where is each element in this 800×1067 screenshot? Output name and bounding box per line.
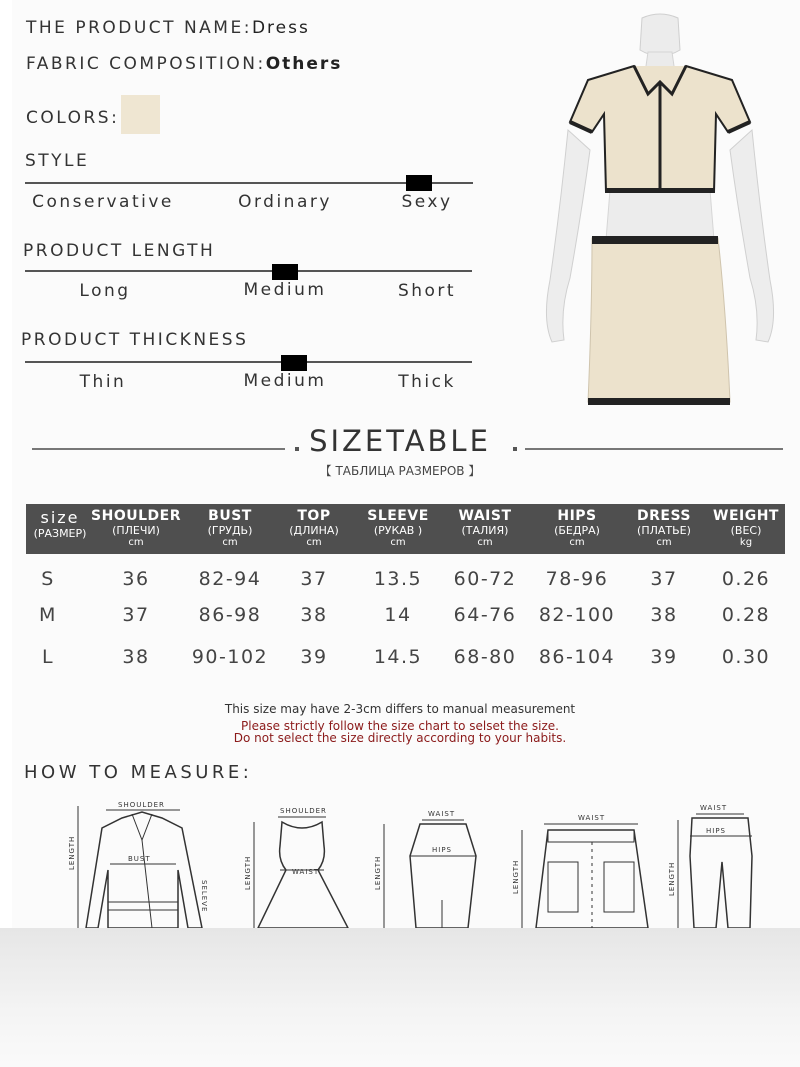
dress-length-label: LENGTH (244, 855, 252, 890)
dress-diagram (238, 800, 368, 928)
colors-label: COLORS: (26, 108, 120, 128)
header-size (34, 504, 87, 540)
thickness-marker (281, 355, 307, 371)
header-top-en: TOP (297, 508, 331, 524)
thickness-title: PRODUCT THICKNESS (21, 330, 249, 350)
table-cell: 13.5 (373, 568, 423, 590)
header-hips-en: HIPS (557, 508, 597, 524)
length-marker (272, 264, 298, 280)
header-bust-en: BUST (208, 508, 252, 524)
skirt-waist-label: WAIST (428, 810, 456, 818)
thickness-option-thin: Thin (79, 372, 127, 392)
table-cell: 36 (122, 568, 150, 590)
pants-waist-label: WAIST (700, 804, 728, 812)
header-sleeve-ru: (РУКАВ ) (373, 524, 423, 537)
header-waist (459, 504, 512, 548)
header-waist-unit: cm (477, 537, 493, 548)
color-swatch[interactable] (121, 95, 160, 134)
table-cell: 64-76 (453, 604, 517, 626)
header-shoulder (91, 504, 181, 548)
product-photo (530, 10, 790, 415)
how-to-measure-title: HOW TO MEASURE: (24, 762, 253, 783)
header-dress (637, 504, 691, 548)
fabric-value: Others (265, 54, 343, 74)
table-cell: 60-72 (453, 568, 517, 590)
length-option-medium: Medium (243, 280, 327, 300)
style-option-conservative: Conservative (32, 192, 174, 212)
style-option-ordinary: Ordinary (238, 192, 332, 212)
header-hips-unit: cm (569, 537, 585, 548)
pants-diagram (666, 800, 776, 928)
size-table-header (26, 504, 785, 554)
header-weight-ru: (ВЕС) (730, 524, 762, 537)
skirt-length-label: LENGTH (374, 855, 382, 890)
header-dress-ru: (ПЛАТЬЕ) (637, 524, 691, 537)
length-option-long: Long (79, 281, 131, 301)
style-option-sexy: Sexy (401, 192, 453, 212)
thickness-option-thick: Thick (398, 372, 456, 392)
table-cell: S (41, 568, 55, 590)
header-top (289, 504, 338, 548)
fabric-row (26, 54, 342, 74)
header-hips-ru: (БЕДРА) (554, 524, 600, 537)
header-hips (554, 504, 600, 548)
mini-skirt (588, 236, 730, 405)
table-cell: 82-100 (538, 604, 616, 626)
jacket-diagram (62, 800, 222, 928)
denim-length-label: LENGTH (512, 859, 520, 894)
pants-length-label: LENGTH (668, 861, 676, 896)
size-warning-line2: Do not select the size directly according to your habits. (233, 731, 567, 745)
sizetable-subtitle: 【 ТАБЛИЦА РАЗМЕРОВ 】 (319, 464, 481, 478)
bottom-background (0, 928, 800, 1067)
sizetable-rule-right (525, 448, 783, 450)
crop-top (570, 66, 750, 192)
length-label: LENGTH (68, 835, 76, 870)
header-weight-en: WEIGHT (713, 508, 779, 524)
sizetable-title: SIZETABLE (309, 424, 491, 458)
header-size-en: size (40, 508, 80, 527)
shoulder-label: SHOULDER (118, 801, 165, 809)
sizetable-dot-right (513, 447, 517, 451)
table-cell: 78-96 (545, 568, 609, 590)
table-cell: 68-80 (453, 646, 517, 668)
header-sleeve-en: SLEEVE (367, 508, 429, 524)
table-cell: M (39, 604, 57, 626)
table-cell: 38 (122, 646, 150, 668)
denim-skirt-diagram (508, 800, 658, 928)
table-cell: 0.28 (721, 604, 771, 626)
header-shoulder-ru: (ПЛЕЧИ) (112, 524, 160, 537)
header-bust-unit: cm (222, 537, 238, 548)
table-cell: 86-104 (538, 646, 616, 668)
product-name-value: Dress (251, 18, 310, 38)
table-cell: 14.5 (373, 646, 423, 668)
table-cell: 90-102 (191, 646, 269, 668)
pants-hips-label: HIPS (706, 827, 726, 835)
bust-label: BUST (128, 855, 151, 863)
table-cell: 39 (650, 646, 678, 668)
header-bust (208, 504, 253, 548)
table-cell: 37 (122, 604, 150, 626)
header-weight (713, 504, 779, 548)
sleeve-label: SELEVE (200, 880, 208, 913)
table-cell: 82-94 (198, 568, 262, 590)
header-shoulder-unit: cm (128, 537, 144, 548)
measurement-note: This size may have 2-3cm differs to manual measurement (224, 702, 576, 716)
table-cell: 38 (650, 604, 678, 626)
style-title: STYLE (25, 151, 90, 171)
table-cell: 0.26 (721, 568, 771, 590)
table-cell: 37 (650, 568, 678, 590)
dress-shoulder-label: SHOULDER (280, 807, 327, 815)
table-cell: L (41, 646, 55, 668)
table-cell: 37 (300, 568, 328, 590)
size-warning-line1: Please strictly follow the size chart to selset the size. (241, 719, 559, 733)
header-waist-en: WAIST (458, 508, 512, 524)
header-dress-en: DRESS (636, 508, 692, 524)
header-size-ru: (РАЗМЕР) (33, 527, 87, 540)
dress-waist-label: WAIST (292, 868, 320, 876)
pencil-skirt-diagram (372, 800, 492, 928)
thickness-scale-line (25, 361, 472, 363)
header-sleeve (367, 504, 429, 548)
header-top-ru: (ДЛИНА) (289, 524, 339, 537)
length-option-short: Short (397, 281, 457, 301)
table-cell: 86-98 (198, 604, 262, 626)
header-bust-ru: (ГРУДЬ) (207, 524, 253, 537)
thickness-option-medium: Medium (243, 371, 327, 391)
table-cell: 14 (384, 604, 412, 626)
denim-waist-label: WAIST (578, 814, 606, 822)
header-dress-unit: cm (656, 537, 672, 548)
table-cell: 0.30 (721, 646, 771, 668)
length-title: PRODUCT LENGTH (23, 241, 216, 261)
length-scale-line (25, 270, 472, 272)
header-shoulder-en: SHOULDER (91, 508, 181, 524)
table-cell: 38 (300, 604, 328, 626)
header-sleeve-unit: cm (390, 537, 406, 548)
style-marker (406, 175, 432, 191)
header-weight-unit: kg (739, 537, 753, 548)
fabric-label: FABRIC COMPOSITION: (26, 54, 266, 74)
table-cell: 39 (300, 646, 328, 668)
product-name-label: THE PRODUCT NAME: (26, 18, 252, 38)
product-name-row (26, 18, 310, 38)
header-top-unit: cm (306, 537, 322, 548)
skirt-hips-label: HIPS (432, 846, 452, 854)
header-waist-ru: (ТАЛИЯ) (461, 524, 509, 537)
